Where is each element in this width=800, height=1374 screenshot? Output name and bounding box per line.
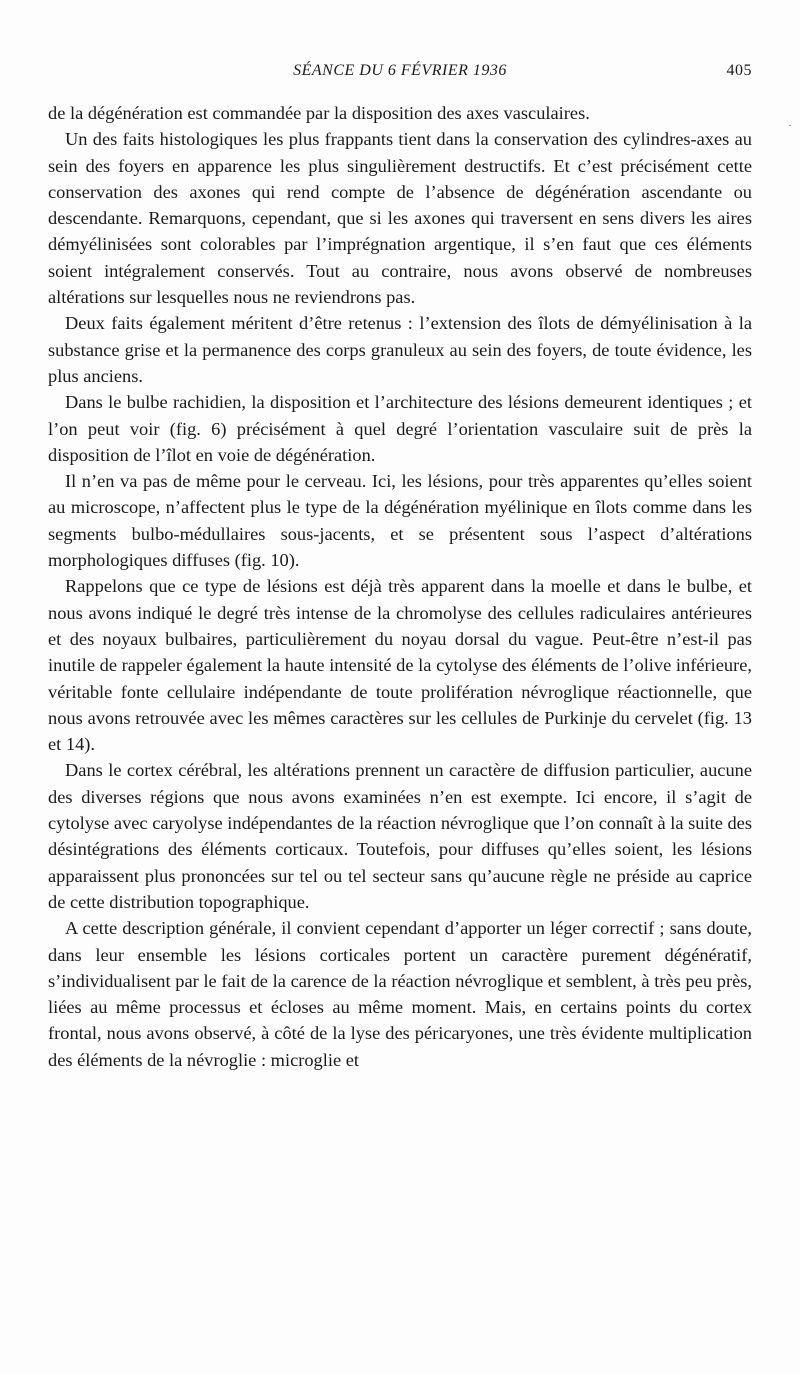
running-head [48,62,752,86]
running-title: SÉANCE DU 6 FÉVRIER 1936 [293,62,507,79]
paragraph-continuation: de la dégénération est commandée par la disposition des axes vasculaires. [48,103,590,123]
paragraph: Dans le cortex cérébral, les altérations prennent un caractère de diffusion particulier, aucune des diverses régions que nous avons examinées n’en est exempte. Ici encore, il s’agit de cytolyse avec caryolyse indépendantes de la réaction névroglique que l’on connaît à la suite des désintégrations des éléments corticaux. Toutefois, pour diffuses qu’elles soient, les lésions apparaissent plus prononcées sur tel ou tel secteur sans qu’aucune règle ne préside au caprice de cette distribution topographique. [48,760,752,912]
paragraph: Deux faits également méritent d’être retenus : l’extension des îlots de démyélinisation à la substance grise et la permanence des corps granuleux au sein des foyers, de toute évidence, les plus anciens. [48,313,752,386]
page-number: 405 [726,62,752,79]
margin-mark: · [788,118,792,132]
body-text [48,100,752,1073]
paragraph: A cette description générale, il convient cependant d’apporter un léger correctif ; sans doute, dans leur ensemble les lésions corticales portent un caractère purement dégénératif, s’individualisent par le fait de la carence de la réaction névroglique et semblent, à très peu près, liées au même processus et écloses au même moment. Mais, en certains points du cortex frontal, nous avons observé, à côté de la lyse des péricaryones, une très évidente multiplication des éléments de la névroglie : microglie et [48,918,752,1070]
paragraph: Il n’en va pas de même pour le cerveau. Ici, les lésions, pour très apparentes qu’elles soient au microscope, n’affectent plus le type de la dégénération myélinique en îlots comme dans les segments bulbo-médullaires sous-jacents, et se présentent sous l’aspect d’altérations morphologiques diffuses (fig. 10). [48,471,752,571]
paragraph: Dans le bulbe rachidien, la disposition et l’architecture des lésions demeurent identiques ; et l’on peut voir (fig. 6) précisément à quel degré l’orientation vasculaire suit de près la disposition de l’îlot en voie de dégénération. [48,392,752,465]
paragraph: Un des faits histologiques les plus frappants tient dans la conservation des cylindres-axes au sein des foyers en apparence les plus singulièrement destructifs. Et c’est précisément cette conservation des axones qui rend compte de l’absence de dégénération ascendante ou descendante. Remarquons, cependant, que si les axones qui traversent en sens divers les aires démyélinisées sont colorables par l’imprégnation argentique, il s’en faut que ces éléments soient intégralement conservés. Tout au contraire, nous avons observé de nombreuses altérations sur lesquelles nous ne reviendrons pas. [48,129,752,308]
paragraph: Rappelons que ce type de lésions est déjà très apparent dans la moelle et dans le bulbe, et nous avons indiqué le degré très intense de la chromolyse des cellules radiculaires antérieures et des noyaux bulbaires, particulièrement du noyau dorsal du vague. Peut-être n’est-il pas inutile de rappeler également la haute intensité de la cytolyse des éléments de l’olive inférieure, véritable fonte cellulaire indépendante de toute prolifération névroglique réactionnelle, que nous avons retrouvée avec les mêmes caractères sur les cellules de Purkinje du cervelet (fig. 13 et 14). [48,576,752,755]
